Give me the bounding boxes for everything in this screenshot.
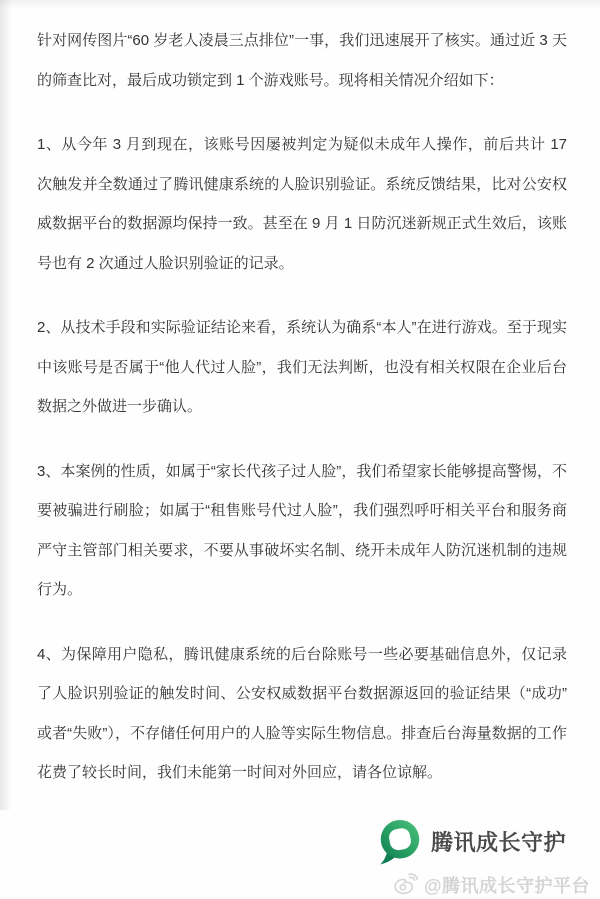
- growth-guardian-logo-icon: [378, 818, 422, 865]
- brand-name: 腾讯成长守护: [430, 829, 566, 855]
- watermark-text: @腾讯成长守护平台: [423, 875, 590, 896]
- paragraph-4: 4、为保障用户隐私，腾讯健康系统的后台除账号一些必要基础信息外，仅记录了人脸识别验证的触发时间、公安权威数据平台数据源返回的验证结果（“成功”或者“失败”），不存储任何用户的人脸等实际生物信息。排查后台海量数据的工作花费了较长时间，我们未能第一时间对外回应，请各位谅解。: [37, 645, 567, 781]
- weibo-watermark: [0, 872, 600, 898]
- intro-paragraph: 针对网传图片“60 岁老人凌晨三点排位”一事，我们迅速展开了核实。通过近 3 天的筛查比对，最后成功锁定到 1 个游戏账号。现将相关情况介绍如下：: [37, 32, 567, 89]
- paragraph-1: 1、从今年 3 月到现在，该账号因屡被判定为疑似未成年人操作，前后共计 17 次触发并全数通过了腾讯健康系统的人脸识别验证。系统反馈结果，比对公安权威数据平台的数据源均保持一致。甚至在 9 月 1 日防沉迷新规正式生效后，该账号也有 2 次通过人脸识别验证的记录。: [37, 136, 567, 272]
- paragraph-2: 2、从技术手段和实际验证结论来看，系统认为确系“本人”在进行游戏。至于现实中该账号是否属于“他人代过人脸”，我们无法判断，也没有相关权限在企业后台数据之外做进一步确认。: [37, 319, 567, 415]
- brand-footer: [0, 818, 600, 865]
- paragraph-3: 3、本案例的性质，如属于“家长代孩子过人脸”，我们希望家长能够提高警惕，不要被骗进行刷脸；如属于“租售账号代过人脸”，我们强烈呼吁相关平台和服务商严守主管部门相关要求，不要从事破坏实名制、绕开未成年人防沉迷机制的违规行为。: [37, 462, 567, 598]
- weibo-icon: [392, 873, 419, 896]
